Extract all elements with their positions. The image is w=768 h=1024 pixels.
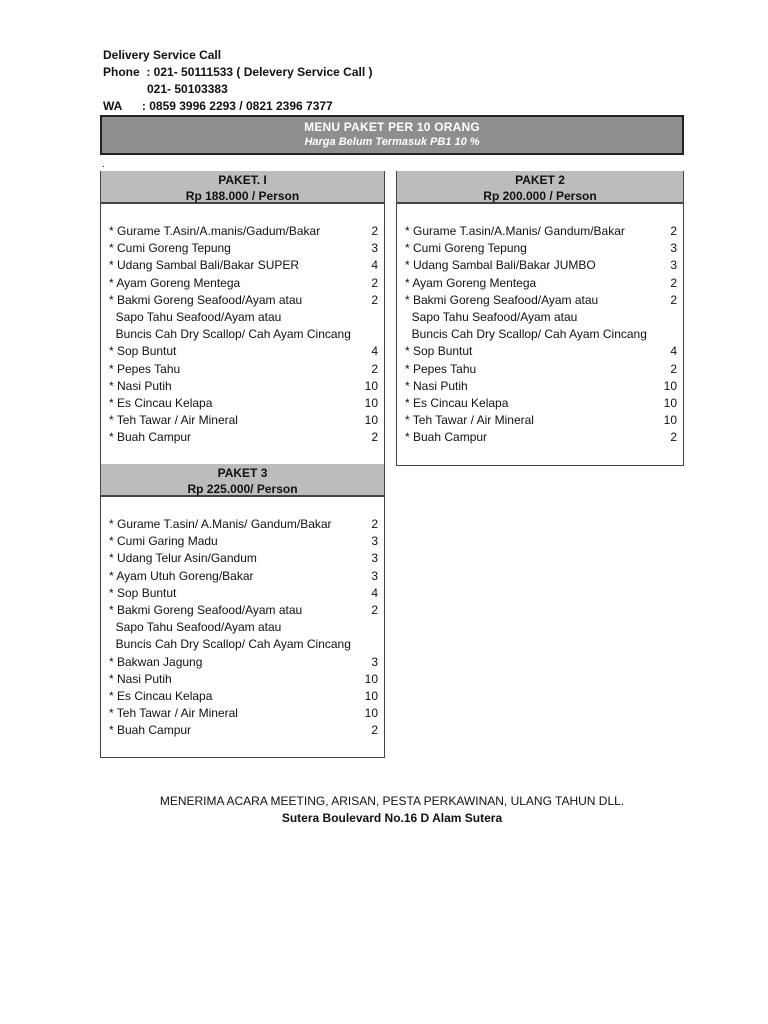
list-item bbox=[109, 395, 378, 412]
list-item bbox=[405, 395, 677, 412]
item-label: * Gurame T.asin/A.Manis/ Gandum/Bakar bbox=[405, 224, 625, 238]
item-qty: 3 bbox=[371, 654, 378, 669]
list-item bbox=[405, 361, 677, 378]
events-notice: MENERIMA ACARA MEETING, ARISAN, PESTA PERKAWINAN, ULANG TAHUN DLL. bbox=[159, 794, 625, 808]
item-label: * Udang Telur Asin/Gandum bbox=[109, 551, 257, 566]
package-item-list bbox=[405, 223, 677, 446]
item-qty: 10 bbox=[663, 378, 677, 393]
item-qty: 10 bbox=[364, 378, 378, 393]
banner-subtitle: Harga Belum Termasuk PB1 10 % bbox=[304, 136, 480, 148]
item-label: * Buah Campur bbox=[405, 430, 488, 445]
list-item bbox=[405, 429, 677, 446]
package-name: PAKET. I bbox=[218, 173, 267, 187]
item-qty: 10 bbox=[364, 688, 378, 703]
item-label: * Nasi Putih bbox=[405, 378, 468, 393]
item-label: * Bakwan Jagung bbox=[109, 654, 203, 669]
package-header bbox=[100, 171, 385, 204]
list-item bbox=[109, 275, 378, 292]
phone-label: Phone : bbox=[103, 65, 154, 79]
item-qty: 3 bbox=[670, 241, 677, 256]
list-item bbox=[405, 292, 677, 309]
item-qty: 2 bbox=[670, 361, 677, 376]
item-label: Sapo Tahu Seafood/Ayam atau bbox=[109, 309, 282, 324]
item-qty: 10 bbox=[364, 706, 378, 721]
list-item bbox=[109, 654, 378, 671]
item-label: * Bakmi Goreng Seafood/Ayam atau bbox=[109, 292, 303, 307]
list-item bbox=[109, 309, 378, 326]
item-label: * Buah Campur bbox=[109, 723, 192, 738]
item-qty: 2 bbox=[371, 224, 378, 238]
item-qty: 2 bbox=[670, 430, 677, 445]
list-item bbox=[109, 636, 378, 653]
item-qty: 4 bbox=[371, 258, 378, 273]
item-qty: 2 bbox=[670, 292, 677, 307]
list-item bbox=[109, 602, 378, 619]
item-qty: 3 bbox=[371, 534, 378, 549]
list-item bbox=[405, 309, 677, 326]
item-qty: 2 bbox=[371, 292, 378, 307]
item-label: * Cumi Garing Madu bbox=[109, 534, 218, 549]
item-qty: 2 bbox=[371, 723, 378, 738]
item-qty: 4 bbox=[371, 585, 378, 600]
item-label: * Nasi Putih bbox=[109, 378, 172, 393]
item-qty: 2 bbox=[371, 517, 378, 531]
item-label: * Es Cincau Kelapa bbox=[109, 395, 213, 410]
list-item bbox=[109, 533, 378, 550]
item-label: Buncis Cah Dry Scallop/ Cah Ayam Cincang bbox=[405, 327, 647, 342]
item-label: * Bakmi Goreng Seafood/Ayam atau bbox=[405, 292, 599, 307]
package-header bbox=[396, 171, 684, 204]
item-label: * Ayam Utuh Goreng/Bakar bbox=[109, 568, 254, 583]
item-label: * Ayam Goreng Mentega bbox=[109, 275, 241, 290]
list-item bbox=[109, 688, 378, 705]
item-label: * Buah Campur bbox=[109, 430, 192, 445]
item-qty: 2 bbox=[670, 275, 677, 290]
list-item bbox=[109, 240, 378, 257]
item-qty: 2 bbox=[670, 224, 677, 238]
package-price: Rp 200.000 / Person bbox=[483, 189, 597, 203]
item-label: * Teh Tawar / Air Mineral bbox=[109, 413, 238, 428]
package-item-list bbox=[109, 516, 378, 739]
item-qty: 3 bbox=[670, 258, 677, 273]
stray-mark: . bbox=[102, 159, 105, 170]
item-label: * Nasi Putih bbox=[109, 671, 172, 686]
item-label: * Sop Buntut bbox=[109, 585, 177, 600]
item-qty: 10 bbox=[364, 395, 378, 410]
package-header bbox=[100, 464, 385, 497]
list-item bbox=[109, 223, 378, 240]
item-label: * Es Cincau Kelapa bbox=[109, 688, 213, 703]
list-item bbox=[405, 275, 677, 292]
item-qty: 10 bbox=[663, 395, 677, 410]
contact-title: Delivery Service Call bbox=[103, 48, 222, 62]
item-label: * Cumi Goreng Tepung bbox=[109, 241, 231, 256]
list-item bbox=[109, 550, 378, 567]
item-label: * Pepes Tahu bbox=[109, 361, 181, 376]
list-item bbox=[405, 343, 677, 360]
contact-block bbox=[103, 47, 373, 115]
wa-number: 0859 3996 2293 / 0821 2396 7377 bbox=[149, 99, 333, 113]
item-label: * Udang Sambal Bali/Bakar SUPER bbox=[109, 258, 300, 273]
menu-banner bbox=[100, 115, 684, 155]
list-item bbox=[109, 671, 378, 688]
wa-label: WA : bbox=[103, 99, 150, 113]
list-item bbox=[405, 326, 677, 343]
item-qty: 2 bbox=[371, 602, 378, 617]
list-item bbox=[405, 223, 677, 240]
item-label: * Gurame T.asin/ A.Manis/ Gandum/Bakar bbox=[109, 517, 332, 531]
list-item bbox=[109, 361, 378, 378]
item-qty: 2 bbox=[371, 275, 378, 290]
item-label: * Sop Buntut bbox=[109, 344, 177, 359]
phone-row bbox=[103, 64, 373, 81]
item-label: Sapo Tahu Seafood/Ayam atau bbox=[109, 620, 282, 635]
package-1-box bbox=[100, 171, 385, 466]
item-label: * Ayam Goreng Mentega bbox=[405, 275, 537, 290]
item-label: Buncis Cah Dry Scallop/ Cah Ayam Cincang bbox=[109, 327, 351, 342]
item-qty: 3 bbox=[371, 551, 378, 566]
wa-row bbox=[103, 98, 373, 115]
list-item bbox=[109, 429, 378, 446]
item-label: * Es Cincau Kelapa bbox=[405, 395, 509, 410]
item-label: * Udang Sambal Bali/Bakar JUMBO bbox=[405, 258, 596, 273]
item-qty: 10 bbox=[663, 413, 677, 428]
list-item bbox=[109, 326, 378, 343]
item-label: * Cumi Goreng Tepung bbox=[405, 241, 527, 256]
list-item bbox=[405, 378, 677, 395]
item-label: * Pepes Tahu bbox=[405, 361, 477, 376]
phone-row-2 bbox=[103, 81, 373, 98]
package-2-box bbox=[396, 171, 684, 466]
list-item bbox=[109, 619, 378, 636]
item-qty: 3 bbox=[371, 568, 378, 583]
item-qty: 2 bbox=[371, 430, 378, 445]
list-item bbox=[405, 240, 677, 257]
item-label: * Teh Tawar / Air Mineral bbox=[405, 413, 534, 428]
package-item-list bbox=[109, 223, 378, 446]
item-label: * Teh Tawar / Air Mineral bbox=[109, 706, 238, 721]
list-item bbox=[109, 343, 378, 360]
list-item bbox=[109, 516, 378, 533]
address: Sutera Boulevard No.16 D Alam Sutera bbox=[281, 811, 503, 825]
list-item bbox=[405, 257, 677, 274]
package-name: PAKET 3 bbox=[217, 466, 268, 480]
phone-number-2: 021- 50103383 bbox=[147, 82, 228, 96]
package-name: PAKET 2 bbox=[515, 173, 565, 187]
item-label: * Gurame T.Asin/A.manis/Gadum/Bakar bbox=[109, 224, 321, 238]
item-label: * Bakmi Goreng Seafood/Ayam atau bbox=[109, 602, 303, 617]
item-qty: 10 bbox=[364, 413, 378, 428]
phone-number-1: 021- 50111533 ( Delevery Service Call ) bbox=[153, 65, 373, 79]
banner-title: MENU PAKET PER 10 ORANG bbox=[304, 120, 480, 134]
list-item bbox=[109, 378, 378, 395]
item-label: Sapo Tahu Seafood/Ayam atau bbox=[405, 309, 578, 324]
item-qty: 10 bbox=[364, 671, 378, 686]
item-label: Buncis Cah Dry Scallop/ Cah Ayam Cincang bbox=[109, 637, 351, 652]
item-qty: 4 bbox=[670, 344, 677, 359]
list-item bbox=[109, 292, 378, 309]
list-item bbox=[405, 412, 677, 429]
item-qty: 2 bbox=[371, 361, 378, 376]
list-item bbox=[109, 722, 378, 739]
package-price: Rp 225.000/ Person bbox=[187, 482, 298, 496]
package-3-box bbox=[100, 464, 385, 758]
list-item bbox=[109, 568, 378, 585]
item-label: * Sop Buntut bbox=[405, 344, 473, 359]
list-item bbox=[109, 705, 378, 722]
package-price: Rp 188.000 / Person bbox=[185, 189, 300, 203]
item-qty: 4 bbox=[371, 344, 378, 359]
list-item bbox=[109, 257, 378, 274]
item-qty: 3 bbox=[371, 241, 378, 256]
list-item bbox=[109, 585, 378, 602]
list-item bbox=[109, 412, 378, 429]
